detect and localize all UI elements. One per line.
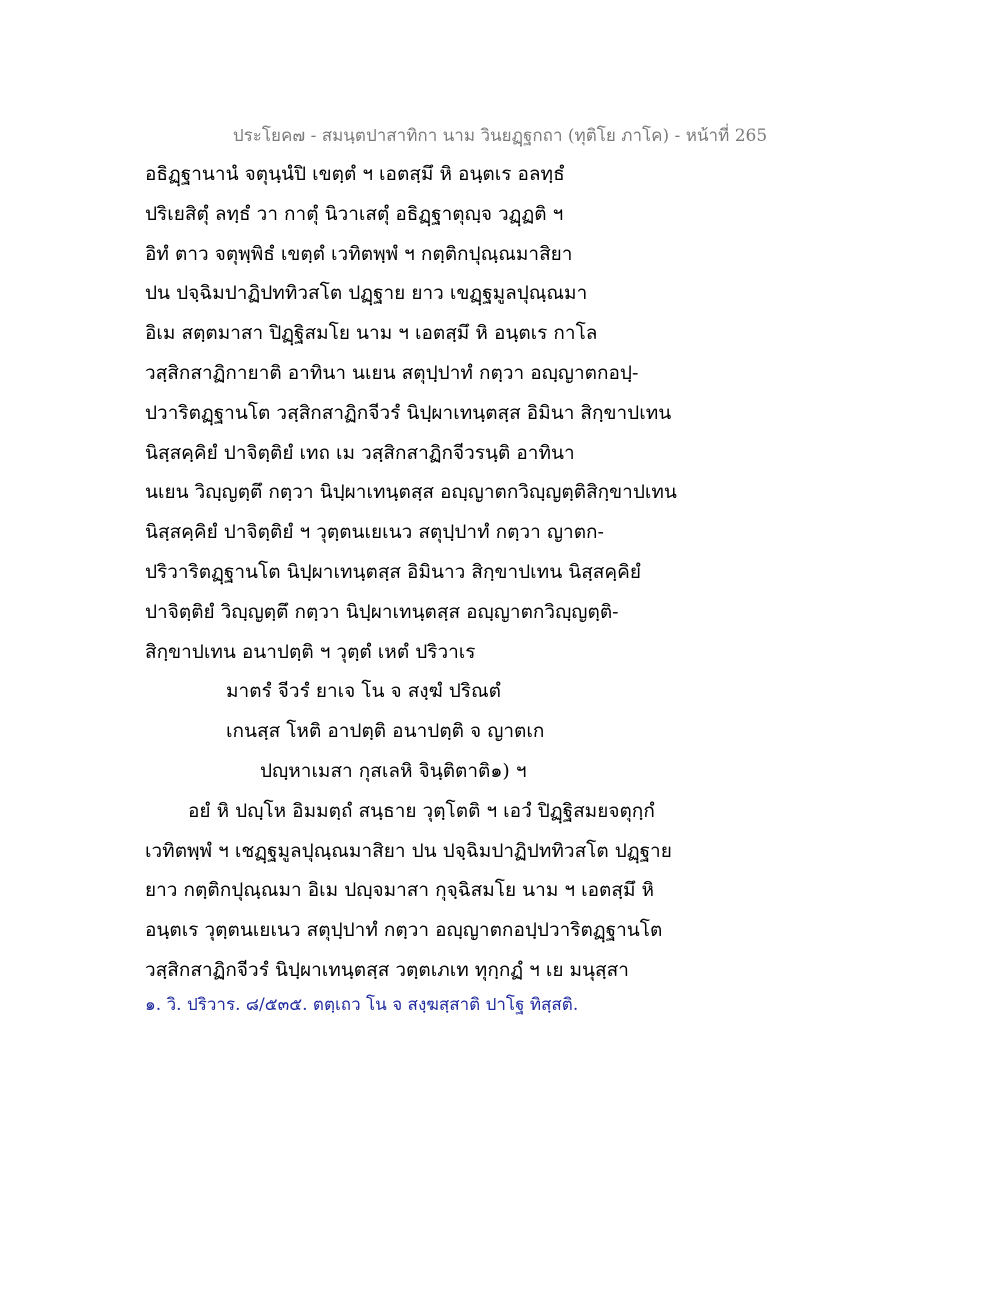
text-line: นิสฺสคฺคิยํ ปาจิตฺติยํ ฯ วุตฺตนเยเนว สตุปฺปาทํ กตฺวา ญาตก- xyxy=(145,521,604,544)
text-line: นเยน วิญฺญตฺตึ กตฺวา นิปฺผาเทนฺตสฺส อญฺญาตกวิญฺญตฺติสิกฺขาปเทน xyxy=(145,481,677,504)
text-line: อธิฏฺฐานานํ จตุนฺนํปิ เขตฺตํ ฯ เอตสฺมึ หิ อนฺตเร อลทฺธํ xyxy=(145,163,565,185)
verse-line: มาตรํ จีวรํ ยาเจ โน จ สงฺฆํ ปริณตํ xyxy=(226,680,501,703)
text-line: เวทิตพฺพํ ฯ เชฏฺฐมูลปุณฺณมาสิยา ปน ปจฺฉิมปาฏิปททิวสโต ปฏฺฐาย xyxy=(145,839,672,862)
verse-line: ปญฺหาเมสา กุสเลหิ จินฺติตาติ๑) ฯ xyxy=(260,759,527,782)
text-line: อิทํ ตาว จตุพฺพิธํ เขตฺตํ เวทิตพฺพํ ฯ กตฺติกปุณฺณมาสิยา xyxy=(145,242,573,265)
text-line: ปริวาริตฏฺฐานโต นิปฺผาเทนฺตสฺส อิมินาว สิกฺขาปเทน นิสฺสคฺคิยํ xyxy=(145,560,641,583)
text-line: ปวาริตฏฺฐานโต วสฺสิกสาฏิกจีวรํ นิปฺผาเทนฺตสฺส อิมินา สิกฺขาปเทน xyxy=(145,401,672,424)
footnote: ๑. วิ. ปริวาร. ๘/๕๓๕. ตตฺเถว โน จ สงฺฆสฺสาติ ปาโฐ ทิสฺสติ. xyxy=(145,995,579,1015)
text-line: ปริเยสิตุํ ลทฺธํ วา กาตุํ นิวาเสตุํ อธิฏฺฐาตุญฺจ วฏฺฏติ ฯ xyxy=(145,202,564,225)
text-line: ปาจิตฺติยํ วิญฺญตฺตึ กตฺวา นิปฺผาเทนฺตสฺส อญฺญาตกวิญฺญตฺติ- xyxy=(145,600,619,623)
text-line: สิกฺขาปเทน อนาปตฺติ ฯ วุตฺตํ เหตํ ปริวาเร xyxy=(145,640,476,663)
text-line: อนฺตเร วุตฺตนเยเนว สตุปฺปาทํ กตฺวา อญฺญาตกอปฺปวาริตฏฺฐานโต xyxy=(145,919,663,942)
text-line: ปน ปจฺฉิมปาฏิปททิวสโต ปฏฺฐาย ยาว เขฏฺฐมูลปุณฺณมา xyxy=(145,282,588,305)
paragraph-first-line: อยํ หิ ปญฺโห อิมมตฺถํ สนฺธาย วุตฺโตติ ฯ เอวํ ปิฏฺฐิสมยจตุกฺกํ xyxy=(188,799,655,822)
page-header: ประโยค๗ - สมนฺตปาสาทิกา นาม วินยฏฺฐกถา (ทุติโย ภาโค) - หน้าที่ 265 xyxy=(232,126,768,146)
text-line: วสฺสิกสาฏิกายาติ อาทินา นเยน สตุปฺปาทํ กตฺวา อญฺญาตกอปฺ- xyxy=(145,361,639,384)
text-line: นิสฺสคฺคิยํ ปาจิตฺติยํ เทถ เม วสฺสิกสาฏิกจีวรนฺติ อาทินา xyxy=(145,441,575,464)
body-text xyxy=(145,158,865,994)
text-line: วสฺสิกสาฏิกจีวรํ นิปฺผาเทนฺตสฺส วตฺตเภเท ทุกฺกฏํ ฯ เย มนุสฺสา xyxy=(145,958,629,981)
text-line: อิเม สตฺตมาสา ปิฏฺฐิสมโย นาม ฯ เอตสฺมึ หิ อนฺตเร กาโล xyxy=(145,322,598,345)
text-line: ยาว กตฺติกปุณฺณมา อิเม ปญฺจมาสา กุจฺฉิสมโย นาม ฯ เอตสฺมึ หิ xyxy=(145,879,655,902)
verse-line: เกนสฺส โหติ อาปตฺติ อนาปตฺติ จ ญาตเก xyxy=(226,720,545,743)
